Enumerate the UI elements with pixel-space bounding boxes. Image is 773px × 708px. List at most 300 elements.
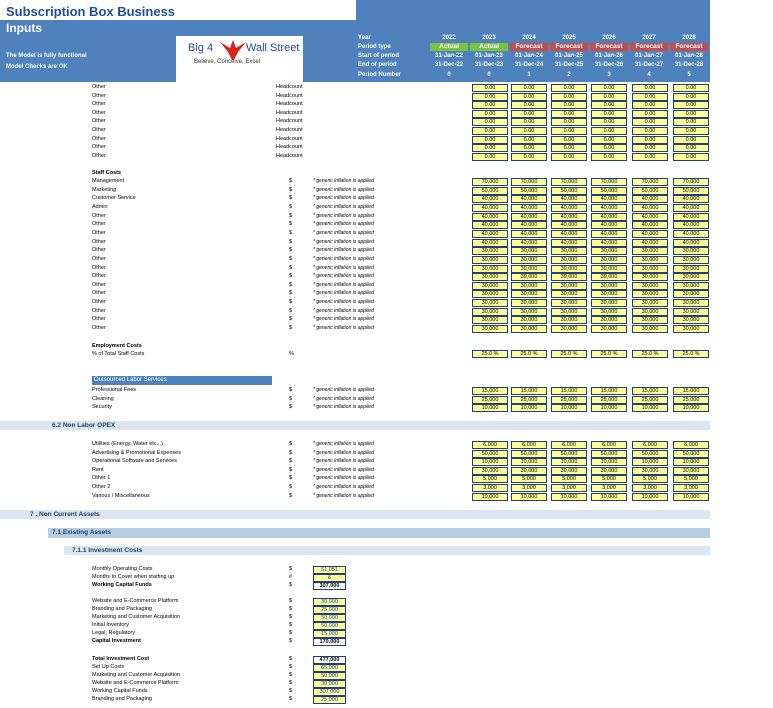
input-cell[interactable]: 40,000 bbox=[673, 213, 709, 221]
input-cell[interactable]: 30,000 bbox=[551, 282, 587, 290]
input-cell[interactable]: 70,000 bbox=[632, 178, 668, 186]
input-cell[interactable]: 10,000 bbox=[591, 404, 627, 412]
input-cell[interactable]: 30,000 bbox=[551, 265, 587, 273]
input-cell[interactable]: 50,000 bbox=[673, 450, 709, 458]
input-cell[interactable]: 0.00 bbox=[632, 110, 668, 118]
period-number: 0 bbox=[447, 72, 451, 78]
input-cell[interactable]: 30,000 bbox=[472, 325, 508, 333]
input-cell[interactable]: 0.00 bbox=[591, 110, 627, 118]
input-cell[interactable]: 50,000 bbox=[551, 450, 587, 458]
input-cell[interactable]: 0.00 bbox=[591, 136, 627, 144]
input-cell[interactable]: 30,000 bbox=[591, 316, 627, 324]
input-cell[interactable]: 10,000 bbox=[673, 493, 709, 501]
row-unit: $ bbox=[289, 387, 293, 393]
input-cell[interactable]: 0.00 bbox=[511, 93, 547, 101]
input-cell[interactable]: 3,000 bbox=[472, 484, 508, 492]
input-cell[interactable]: 40,000 bbox=[673, 239, 709, 247]
input-cell[interactable]: 30,000 bbox=[673, 256, 709, 264]
input-cell[interactable]: 5,000 bbox=[632, 475, 668, 483]
input-cell[interactable]: 0.00 bbox=[673, 110, 709, 118]
input-cell[interactable]: 30,000 bbox=[551, 316, 587, 324]
input-cell[interactable]: 25,000 bbox=[511, 396, 547, 404]
input-cell[interactable]: 0.00 bbox=[673, 84, 709, 92]
row-unit: Headcount bbox=[276, 118, 303, 125]
input-cell[interactable]: 30,000 bbox=[511, 308, 547, 316]
input-cell[interactable]: 6,000 bbox=[632, 441, 668, 449]
investment-cell[interactable]: 25,000 bbox=[313, 696, 346, 704]
input-cell[interactable]: 30,000 bbox=[511, 247, 547, 255]
input-cell[interactable]: 40,000 bbox=[632, 239, 668, 247]
input-cell[interactable]: 0.00 bbox=[551, 153, 587, 161]
input-cell[interactable]: 10,000 bbox=[472, 404, 508, 412]
input-cell[interactable]: 15,000 bbox=[551, 387, 587, 395]
input-cell[interactable]: 0.00 bbox=[511, 84, 547, 92]
inflation-note: * generic inflation is applied bbox=[313, 449, 374, 456]
input-cell[interactable]: 0.00 bbox=[511, 118, 547, 126]
input-cell[interactable]: 30,000 bbox=[472, 273, 508, 281]
input-cell[interactable]: 0.00 bbox=[591, 144, 627, 152]
investment-cell[interactable]: 50,000 bbox=[313, 614, 346, 622]
investment-cell[interactable]: 307,000 bbox=[313, 688, 346, 696]
input-cell[interactable]: 40,000 bbox=[511, 221, 547, 229]
input-cell[interactable]: 30,000 bbox=[591, 467, 627, 475]
input-cell[interactable]: 30,000 bbox=[591, 256, 627, 264]
row-label: Security bbox=[92, 404, 112, 411]
input-cell[interactable]: 30,000 bbox=[472, 265, 508, 273]
input-cell[interactable]: 40,000 bbox=[472, 213, 508, 221]
input-cell[interactable]: 0.00 bbox=[472, 84, 508, 92]
input-cell[interactable]: 40,000 bbox=[472, 230, 508, 238]
input-cell[interactable]: 0.00 bbox=[551, 84, 587, 92]
row-unit: $ bbox=[289, 598, 293, 604]
input-cell[interactable]: 30,000 bbox=[551, 308, 587, 316]
input-cell[interactable]: 30,000 bbox=[591, 247, 627, 255]
input-cell[interactable]: 50,000 bbox=[632, 187, 668, 195]
row-unit: $ bbox=[289, 622, 293, 628]
section-7-heading: 7 . Non Current Assets bbox=[30, 511, 100, 518]
input-cell[interactable]: 15,000 bbox=[591, 387, 627, 395]
input-cell[interactable]: 30,000 bbox=[632, 290, 668, 298]
input-cell[interactable]: 40,000 bbox=[632, 230, 668, 238]
input-cell[interactable]: 0.00 bbox=[673, 153, 709, 161]
input-cell[interactable]: 30,000 bbox=[591, 299, 627, 307]
input-cell[interactable]: 40,000 bbox=[472, 239, 508, 247]
input-cell[interactable]: 40,000 bbox=[551, 239, 587, 247]
employment-heading: Employment Costs bbox=[92, 343, 142, 349]
row-unit: $ bbox=[289, 229, 293, 236]
input-cell[interactable]: 0.00 bbox=[591, 153, 627, 161]
input-cell[interactable]: 30,000 bbox=[632, 325, 668, 333]
input-cell[interactable]: 40,000 bbox=[511, 239, 547, 247]
input-cell[interactable]: 40,000 bbox=[511, 213, 547, 221]
input-cell[interactable]: 0.00 bbox=[591, 84, 627, 92]
input-cell[interactable]: 40,000 bbox=[673, 221, 709, 229]
row-label: Other bbox=[92, 84, 106, 90]
input-cell[interactable]: 30,000 bbox=[632, 282, 668, 290]
input-cell[interactable]: 30,000 bbox=[511, 290, 547, 298]
input-cell[interactable]: 30,000 bbox=[632, 273, 668, 281]
row-unit: $ bbox=[289, 656, 293, 662]
input-cell[interactable]: 0.00 bbox=[632, 153, 668, 161]
input-cell[interactable]: 10,000 bbox=[511, 458, 547, 466]
input-cell[interactable]: 25,000 bbox=[632, 396, 668, 404]
input-cell[interactable]: 50,000 bbox=[472, 187, 508, 195]
input-cell[interactable]: 30,000 bbox=[472, 247, 508, 255]
input-cell[interactable]: 30,000 bbox=[632, 299, 668, 307]
label-year: Year bbox=[358, 35, 371, 41]
input-cell[interactable]: 70,000 bbox=[551, 178, 587, 186]
input-cell[interactable]: 30,000 bbox=[591, 290, 627, 298]
period-number: 3 bbox=[607, 72, 611, 78]
input-cell[interactable]: 0.00 bbox=[511, 144, 547, 152]
row-label: % of Total Staff Costs bbox=[92, 351, 145, 357]
input-cell[interactable]: 30,000 bbox=[632, 467, 668, 475]
input-cell[interactable]: 6,000 bbox=[551, 441, 587, 449]
row-unit: $ bbox=[289, 195, 293, 202]
input-cell[interactable]: 40,000 bbox=[511, 230, 547, 238]
input-cell[interactable]: 30,000 bbox=[673, 282, 709, 290]
input-cell[interactable]: 0.00 bbox=[551, 93, 587, 101]
label-start: Start of period bbox=[358, 53, 400, 59]
investment-cell[interactable]: 30,000 bbox=[313, 598, 346, 606]
input-cell[interactable]: 30,000 bbox=[511, 273, 547, 281]
row-label: Initial Inventory bbox=[92, 622, 129, 628]
input-cell[interactable]: 0.00 bbox=[673, 136, 709, 144]
input-cell[interactable]: 5,000 bbox=[511, 475, 547, 483]
input-cell[interactable]: 40,000 bbox=[632, 221, 668, 229]
input-cell[interactable]: 30,000 bbox=[472, 308, 508, 316]
input-cell[interactable]: 30,000 bbox=[591, 308, 627, 316]
investment-cell[interactable]: 30,000 bbox=[313, 680, 346, 688]
input-cell[interactable]: 6,000 bbox=[472, 441, 508, 449]
investment-cell[interactable]: 50,000 bbox=[313, 622, 346, 630]
input-cell[interactable]: 0.00 bbox=[632, 101, 668, 109]
year-header: 2024 bbox=[522, 35, 536, 41]
inflation-note: * generic inflation is applied bbox=[313, 195, 374, 202]
input-cell[interactable]: 30,000 bbox=[632, 308, 668, 316]
input-cell[interactable]: 0.00 bbox=[472, 101, 508, 109]
input-cell[interactable]: 40,000 bbox=[673, 195, 709, 203]
input-cell[interactable]: 30,000 bbox=[591, 325, 627, 333]
input-cell[interactable]: 70,000 bbox=[472, 178, 508, 186]
input-cell[interactable]: 30,000 bbox=[551, 325, 587, 333]
input-cell[interactable]: 50,000 bbox=[673, 187, 709, 195]
input-cell[interactable]: 0.00 bbox=[591, 101, 627, 109]
investment-cell[interactable]: 65,000 bbox=[313, 664, 346, 672]
investment-cell[interactable]: 15,000 bbox=[313, 630, 346, 638]
inflation-note: * generic inflation is applied bbox=[313, 264, 374, 271]
investment-cell[interactable]: 51,051 bbox=[313, 566, 346, 574]
input-cell[interactable]: 40,000 bbox=[632, 204, 668, 212]
input-cell[interactable]: 10,000 bbox=[632, 404, 668, 412]
input-cell[interactable]: 25,000 bbox=[472, 396, 508, 404]
input-cell[interactable]: 0.00 bbox=[632, 144, 668, 152]
input-cell[interactable]: 5,000 bbox=[472, 475, 508, 483]
input-cell[interactable]: 0.00 bbox=[472, 127, 508, 135]
input-cell[interactable]: 25,000 bbox=[591, 396, 627, 404]
row-label: Working Capital Funds bbox=[92, 688, 148, 694]
input-cell[interactable]: 30,000 bbox=[511, 282, 547, 290]
logo-big4: Big 4 bbox=[188, 42, 214, 54]
row-unit: % bbox=[289, 351, 294, 357]
input-cell[interactable]: 30,000 bbox=[472, 467, 508, 475]
input-cell[interactable]: 25,000 bbox=[673, 396, 709, 404]
input-cell[interactable]: 25.0 % bbox=[632, 350, 668, 358]
input-cell[interactable]: 30,000 bbox=[673, 273, 709, 281]
input-cell[interactable]: 0.00 bbox=[632, 127, 668, 135]
input-cell[interactable]: 0.00 bbox=[551, 118, 587, 126]
input-cell[interactable]: 0.00 bbox=[551, 136, 587, 144]
input-cell[interactable]: 10,000 bbox=[632, 493, 668, 501]
input-cell[interactable]: 6,000 bbox=[511, 441, 547, 449]
input-cell[interactable]: 0.00 bbox=[472, 93, 508, 101]
input-cell[interactable]: 0.00 bbox=[673, 144, 709, 152]
row-label: Other bbox=[92, 135, 106, 142]
input-cell[interactable]: 30,000 bbox=[673, 316, 709, 324]
row-unit: Headcount bbox=[276, 152, 303, 159]
input-cell[interactable]: 30,000 bbox=[511, 265, 547, 273]
period-start: 01-Jan-27 bbox=[635, 53, 663, 59]
input-cell[interactable]: 40,000 bbox=[551, 204, 587, 212]
input-cell[interactable]: 70,000 bbox=[591, 178, 627, 186]
input-cell[interactable]: 30,000 bbox=[472, 316, 508, 324]
input-cell[interactable]: 30,000 bbox=[472, 282, 508, 290]
input-cell[interactable]: 0.00 bbox=[472, 144, 508, 152]
period-type-badge: Actual bbox=[470, 43, 508, 51]
input-cell[interactable]: 5,000 bbox=[673, 475, 709, 483]
input-cell[interactable]: 25.0 % bbox=[551, 350, 587, 358]
input-cell[interactable]: 40,000 bbox=[472, 221, 508, 229]
input-cell[interactable]: 40,000 bbox=[551, 221, 587, 229]
input-cell[interactable]: 30,000 bbox=[632, 265, 668, 273]
input-cell[interactable]: 25.0 % bbox=[673, 350, 709, 358]
input-cell[interactable]: 3,000 bbox=[551, 484, 587, 492]
input-cell[interactable]: 0.00 bbox=[511, 136, 547, 144]
input-cell[interactable]: 30,000 bbox=[632, 247, 668, 255]
input-cell[interactable]: 30,000 bbox=[472, 256, 508, 264]
input-cell[interactable]: 30,000 bbox=[632, 316, 668, 324]
input-cell[interactable]: 40,000 bbox=[511, 195, 547, 203]
input-cell[interactable]: 10,000 bbox=[591, 493, 627, 501]
input-cell[interactable]: 40,000 bbox=[472, 204, 508, 212]
input-cell[interactable]: 30,000 bbox=[551, 290, 587, 298]
input-cell[interactable]: 70,000 bbox=[673, 178, 709, 186]
input-cell[interactable]: 30,000 bbox=[511, 299, 547, 307]
input-cell[interactable]: 40,000 bbox=[673, 204, 709, 212]
input-cell[interactable]: 50,000 bbox=[511, 450, 547, 458]
input-cell[interactable]: 0.00 bbox=[673, 93, 709, 101]
row-unit: $ bbox=[289, 264, 293, 271]
input-cell[interactable]: 25.0 % bbox=[591, 350, 627, 358]
input-cell[interactable]: 10,000 bbox=[511, 493, 547, 501]
input-cell[interactable]: 0.00 bbox=[511, 153, 547, 161]
row-unit: $ bbox=[289, 458, 293, 465]
input-cell[interactable]: 30,000 bbox=[673, 290, 709, 298]
row-label: Operational Software and Services bbox=[92, 458, 177, 465]
input-cell[interactable]: 40,000 bbox=[591, 239, 627, 247]
input-cell[interactable]: 0.00 bbox=[551, 101, 587, 109]
label-end: End of period bbox=[358, 62, 397, 68]
input-cell[interactable]: 5,000 bbox=[591, 475, 627, 483]
input-cell[interactable]: 0.00 bbox=[591, 127, 627, 135]
input-cell[interactable]: 3,000 bbox=[632, 484, 668, 492]
input-cell[interactable]: 0.00 bbox=[472, 118, 508, 126]
input-cell[interactable]: 15,000 bbox=[511, 387, 547, 395]
input-cell[interactable]: 6,000 bbox=[591, 441, 627, 449]
row-label: Other bbox=[92, 273, 106, 280]
input-cell[interactable]: 10,000 bbox=[511, 404, 547, 412]
input-cell[interactable]: 3,000 bbox=[673, 484, 709, 492]
input-cell[interactable]: 25.0 % bbox=[472, 350, 508, 358]
input-cell[interactable]: 0.00 bbox=[551, 127, 587, 135]
input-cell[interactable]: 40,000 bbox=[591, 230, 627, 238]
input-cell[interactable]: 10,000 bbox=[472, 458, 508, 466]
input-cell[interactable]: 10,000 bbox=[673, 458, 709, 466]
input-cell[interactable]: 5,000 bbox=[551, 475, 587, 483]
inflation-note: * generic inflation is applied bbox=[313, 273, 374, 280]
row-label: Marketing and Customer Acquisition bbox=[92, 672, 181, 678]
period-start: 01-Jan-23 bbox=[475, 53, 503, 59]
input-cell[interactable]: 10,000 bbox=[591, 458, 627, 466]
input-cell[interactable]: 0.00 bbox=[472, 110, 508, 118]
row-unit: $ bbox=[289, 664, 293, 670]
input-cell[interactable]: 30,000 bbox=[673, 265, 709, 273]
input-cell[interactable]: 0.00 bbox=[591, 118, 627, 126]
input-cell[interactable]: 50,000 bbox=[551, 187, 587, 195]
input-cell[interactable]: 30,000 bbox=[551, 256, 587, 264]
input-cell[interactable]: 0.00 bbox=[511, 127, 547, 135]
input-cell[interactable]: 15,000 bbox=[673, 387, 709, 395]
input-cell[interactable]: 25,000 bbox=[551, 396, 587, 404]
input-cell[interactable]: 6,000 bbox=[673, 441, 709, 449]
input-cell[interactable]: 0.00 bbox=[551, 110, 587, 118]
input-cell[interactable]: 0.00 bbox=[511, 101, 547, 109]
input-cell[interactable]: 40,000 bbox=[673, 230, 709, 238]
row-label: Other bbox=[92, 118, 106, 125]
input-cell[interactable]: 30,000 bbox=[472, 290, 508, 298]
input-cell[interactable]: 30,000 bbox=[591, 265, 627, 273]
input-cell[interactable]: 50,000 bbox=[511, 187, 547, 195]
input-cell[interactable]: 30,000 bbox=[551, 467, 587, 475]
input-cell[interactable]: 40,000 bbox=[632, 195, 668, 203]
row-label: Other bbox=[92, 212, 106, 219]
input-cell[interactable]: 0.00 bbox=[673, 101, 709, 109]
inflation-note: * generic inflation is applied bbox=[313, 178, 374, 184]
year-header: 2028 bbox=[682, 35, 696, 41]
input-cell[interactable]: 10,000 bbox=[472, 493, 508, 501]
period-start: 01-Jan-26 bbox=[595, 53, 623, 59]
input-cell[interactable]: 0.00 bbox=[632, 118, 668, 126]
input-cell[interactable]: 40,000 bbox=[591, 221, 627, 229]
row-unit: Headcount bbox=[276, 84, 303, 90]
input-cell[interactable]: 0.00 bbox=[632, 136, 668, 144]
input-cell[interactable]: 30,000 bbox=[632, 256, 668, 264]
input-cell[interactable]: 10,000 bbox=[632, 458, 668, 466]
input-cell[interactable]: 10,000 bbox=[551, 458, 587, 466]
input-cell[interactable]: 25.0 % bbox=[511, 350, 547, 358]
input-cell[interactable]: 70,000 bbox=[511, 178, 547, 186]
input-cell[interactable]: 30,000 bbox=[551, 299, 587, 307]
year-header: 2026 bbox=[602, 35, 616, 41]
input-cell[interactable]: 30,000 bbox=[511, 325, 547, 333]
input-cell[interactable]: 0.00 bbox=[511, 110, 547, 118]
input-cell[interactable]: 30,000 bbox=[591, 282, 627, 290]
input-cell[interactable]: 30,000 bbox=[511, 467, 547, 475]
input-cell[interactable]: 40,000 bbox=[472, 195, 508, 203]
input-cell[interactable]: 0.00 bbox=[673, 118, 709, 126]
row-label: Working Capital Funds bbox=[92, 582, 152, 588]
sheet-subtitle: Inputs bbox=[0, 20, 356, 36]
investment-cell[interactable]: 50,000 bbox=[313, 672, 346, 680]
input-cell[interactable]: 40,000 bbox=[551, 195, 587, 203]
row-label: Set Up Costs bbox=[92, 664, 125, 670]
input-cell[interactable]: 30,000 bbox=[591, 273, 627, 281]
input-cell[interactable]: 50,000 bbox=[591, 187, 627, 195]
period-number: 1 bbox=[527, 72, 531, 78]
row-unit: $ bbox=[289, 273, 293, 280]
input-cell[interactable]: 30,000 bbox=[673, 308, 709, 316]
input-cell[interactable]: 30,000 bbox=[673, 247, 709, 255]
input-cell[interactable]: 30,000 bbox=[511, 316, 547, 324]
input-cell[interactable]: 10,000 bbox=[673, 404, 709, 412]
inflation-note: * generic inflation is applied bbox=[313, 492, 374, 499]
input-cell[interactable]: 40,000 bbox=[591, 213, 627, 221]
input-cell[interactable]: 0.00 bbox=[673, 127, 709, 135]
input-cell[interactable]: 30,000 bbox=[673, 299, 709, 307]
row-label: Total Investment Cost bbox=[92, 656, 150, 662]
row-unit: $ bbox=[289, 238, 293, 245]
row-unit: $ bbox=[289, 325, 293, 332]
input-cell[interactable]: 10,000 bbox=[551, 404, 587, 412]
input-cell[interactable]: 40,000 bbox=[551, 230, 587, 238]
year-header: 2027 bbox=[642, 35, 656, 41]
input-cell[interactable]: 50,000 bbox=[591, 450, 627, 458]
input-cell[interactable]: 3,000 bbox=[511, 484, 547, 492]
input-cell[interactable]: 50,000 bbox=[632, 450, 668, 458]
input-cell[interactable]: 40,000 bbox=[511, 204, 547, 212]
input-cell[interactable]: 0.00 bbox=[632, 93, 668, 101]
input-cell[interactable]: 50,000 bbox=[472, 450, 508, 458]
period-end: 31-Dec-23 bbox=[474, 62, 504, 68]
input-cell[interactable]: 0.00 bbox=[472, 153, 508, 161]
input-cell[interactable]: 30,000 bbox=[551, 273, 587, 281]
input-cell[interactable]: 30,000 bbox=[673, 467, 709, 475]
input-cell[interactable]: 0.00 bbox=[591, 93, 627, 101]
input-cell[interactable]: 40,000 bbox=[632, 213, 668, 221]
input-cell[interactable]: 30,000 bbox=[673, 325, 709, 333]
investment-cell[interactable]: 25,000 bbox=[313, 606, 346, 614]
input-cell[interactable]: 0.00 bbox=[551, 144, 587, 152]
outsourced-heading: Outsourced Labor Services bbox=[92, 376, 272, 385]
row-unit: $ bbox=[289, 203, 293, 210]
input-cell[interactable]: 10,000 bbox=[551, 493, 587, 501]
input-cell[interactable]: 0.00 bbox=[632, 84, 668, 92]
input-cell[interactable]: 3,000 bbox=[591, 484, 627, 492]
input-cell[interactable]: 40,000 bbox=[591, 204, 627, 212]
input-cell[interactable]: 15,000 bbox=[632, 387, 668, 395]
input-cell[interactable]: 30,000 bbox=[511, 256, 547, 264]
investment-cell[interactable]: 6 bbox=[313, 574, 346, 582]
input-cell[interactable]: 40,000 bbox=[591, 195, 627, 203]
inflation-note: * generic inflation is applied bbox=[313, 255, 374, 262]
row-label: Other bbox=[92, 109, 106, 116]
input-cell[interactable]: 30,000 bbox=[551, 247, 587, 255]
logo-wall-street: Wall Street bbox=[246, 42, 300, 54]
input-cell[interactable]: 15,000 bbox=[472, 387, 508, 395]
input-cell[interactable]: 30,000 bbox=[472, 299, 508, 307]
input-cell[interactable]: 0.00 bbox=[472, 136, 508, 144]
input-cell[interactable]: 40,000 bbox=[551, 213, 587, 221]
